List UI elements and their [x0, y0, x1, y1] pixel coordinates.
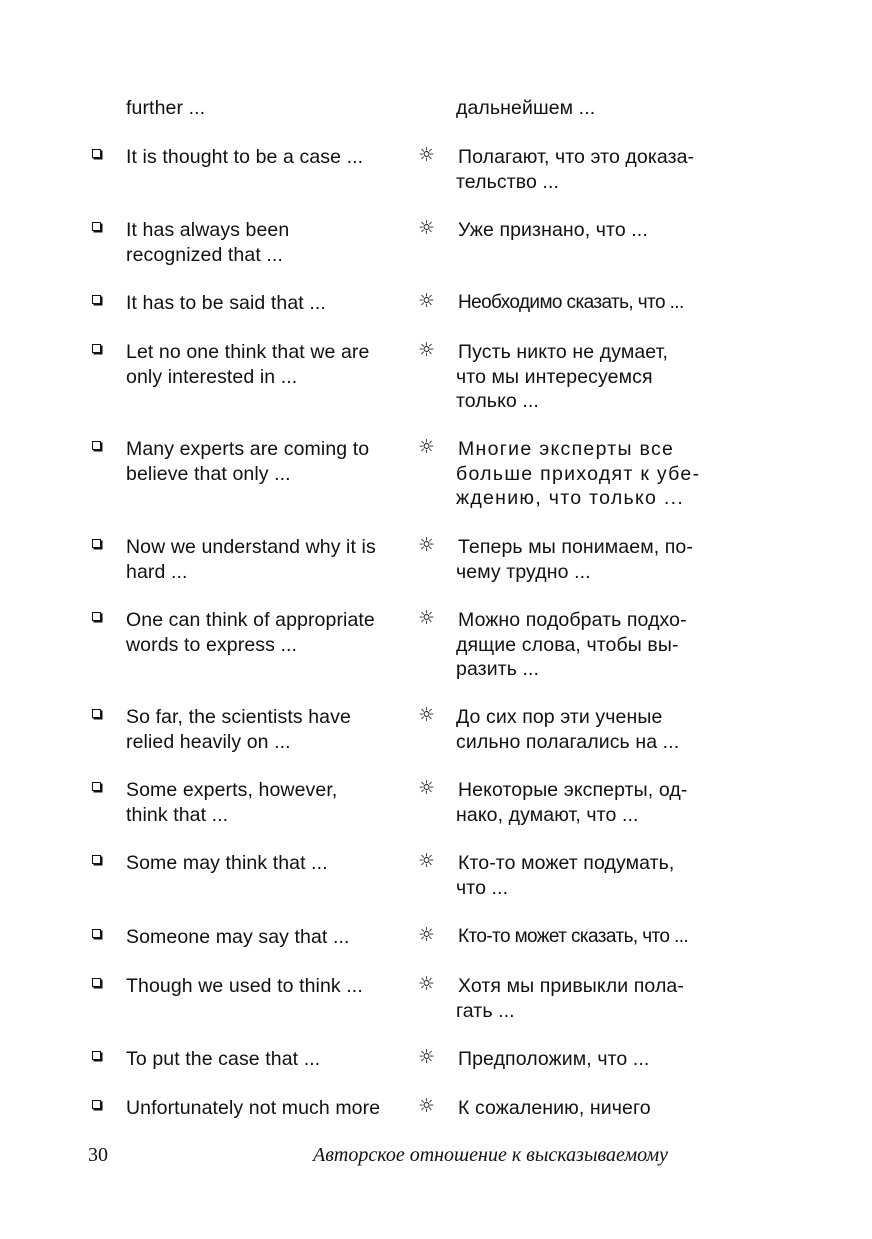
phrase-en-line: only interested in ...: [126, 365, 298, 388]
phrase-ru-line: сильно полагались на ...: [456, 730, 680, 753]
phrase-ru-line: К сожалению, ничего: [458, 1097, 651, 1119]
phrase-ru: [458, 851, 723, 900]
checkbox-square-icon: [92, 1051, 101, 1060]
sun-icon: ☼: [418, 217, 436, 239]
phrase-en-line: Unfortunately not much more: [126, 1097, 381, 1119]
sun-icon: ☼: [418, 704, 436, 726]
phrase-en-line: It has always been: [126, 219, 290, 241]
phrase-ru: [458, 1096, 723, 1121]
sun-icon: ☼: [418, 339, 436, 361]
checkbox-square-icon: [92, 222, 101, 231]
phrase-ru-line: Пусть никто не думает,: [458, 341, 668, 363]
phrase-ru: [458, 437, 723, 511]
phrase-ru-line: только ...: [456, 390, 539, 412]
phrase-ru: [458, 340, 723, 414]
phrase-ru-line: Многие эксперты все: [458, 438, 675, 460]
phrase-en-line: It is thought to be a case ...: [126, 146, 364, 168]
phrase-ru-line: что ...: [456, 876, 509, 899]
phrase-en: [126, 925, 401, 950]
phrase-ru-line: дящие слова, чтобы вы-: [456, 633, 679, 656]
phrase-ru: [458, 218, 723, 243]
sun-icon: ☼: [418, 436, 436, 458]
phrase-en-line: believe that only ...: [126, 462, 291, 485]
phrase-ru-line: нако, думают, что ...: [456, 803, 639, 826]
checkbox-square-icon: [92, 441, 101, 450]
phrase-en-line: words to express ...: [126, 633, 298, 656]
sun-icon: ☼: [418, 777, 436, 799]
phrase-en: [126, 974, 401, 999]
phrase-en: [126, 608, 401, 657]
phrase-en: [126, 851, 401, 876]
intro-ru: дальнейшем ...: [456, 97, 596, 119]
phrase-ru-line: чему трудно ...: [456, 560, 591, 583]
checkbox-square-icon: [92, 539, 101, 548]
phrase-en-line: One can think of appropriate: [126, 609, 375, 631]
phrase-ru: [458, 1047, 723, 1072]
phrase-ru-line: тельство ...: [456, 170, 559, 193]
phrase-en-line: recognized that ...: [126, 243, 283, 266]
checkbox-square-icon: [92, 782, 101, 791]
phrase-ru-line: ждению, что только ...: [456, 487, 685, 509]
sun-icon: ☼: [418, 534, 436, 556]
phrase-ru-line: Некоторые эксперты, од-: [458, 779, 688, 801]
checkbox-square-icon: [92, 929, 101, 938]
sun-icon: ☼: [418, 850, 436, 872]
phrase-en: [126, 535, 401, 584]
phrase-ru: [456, 705, 721, 754]
phrase-ru: [458, 974, 723, 1023]
phrase-en: [126, 1047, 401, 1072]
phrase-en: [126, 705, 401, 754]
checkbox-square-icon: [92, 1100, 101, 1109]
phrase-ru-line: что мы интересуемся: [456, 365, 653, 388]
sun-icon: ☼: [418, 290, 436, 312]
sun-icon: ☼: [418, 144, 436, 166]
phrase-en-line: Some experts, however,: [126, 779, 338, 801]
phrase-en-line: hard ...: [126, 560, 188, 583]
phrase-en: [126, 218, 401, 267]
phrase-en: [126, 437, 401, 486]
checkbox-square-icon: [92, 978, 101, 987]
intro-en: further ...: [126, 97, 206, 119]
sun-icon: ☼: [418, 607, 436, 629]
phrase-en-line: think that ...: [126, 803, 229, 826]
phrase-ru: [458, 608, 723, 682]
phrase-ru-line: Полагают, что это доказа-: [458, 146, 695, 168]
phrase-en: [126, 340, 401, 389]
phrase-ru: [458, 778, 723, 827]
sun-icon: ☼: [418, 1046, 436, 1068]
phrase-ru-line: Необходимо сказать, что ...: [458, 292, 684, 313]
checkbox-square-icon: [92, 149, 101, 158]
phrase-en-line: Though we used to think ...: [126, 975, 363, 997]
sun-icon: ☼: [418, 924, 436, 946]
checkbox-square-icon: [92, 612, 101, 621]
phrase-en: [126, 291, 401, 316]
phrase-ru-line: Хотя мы привыкли пола-: [458, 975, 684, 997]
phrase-en-line: Some may think that ...: [126, 852, 328, 874]
phrase-en: [126, 778, 401, 827]
phrase-ru: [458, 145, 723, 194]
sun-icon: ☼: [418, 1095, 436, 1117]
phrase-ru-line: Кто-то может сказать, что ...: [458, 926, 689, 947]
phrase-en-line: To put the case that ...: [126, 1048, 321, 1070]
phrase-ru-line: До сих пор эти ученые: [456, 706, 663, 728]
phrase-ru: [458, 925, 723, 950]
phrase-en-line: Someone may say that ...: [126, 926, 350, 948]
checkbox-square-icon: [92, 344, 101, 353]
phrase-ru: [458, 291, 723, 316]
phrase-ru-line: разить ...: [456, 658, 540, 680]
phrase-ru-line: больше приходят к убе-: [456, 462, 701, 485]
phrase-en-line: It has to be said that ...: [126, 292, 326, 314]
phrase-ru-line: Предположим, что ...: [458, 1048, 650, 1070]
phrase-ru-line: Кто-то может подумать,: [458, 852, 675, 874]
phrase-en: [126, 145, 401, 170]
checkbox-square-icon: [92, 855, 101, 864]
phrase-ru-line: Уже признано, что ...: [458, 219, 648, 241]
phrase-ru: [458, 535, 723, 584]
checkbox-square-icon: [92, 295, 101, 304]
phrase-ru-line: гать ...: [456, 999, 515, 1022]
page-number: 30: [88, 1144, 108, 1166]
phrase-en: [126, 1096, 401, 1121]
phrase-en-line: Many experts are coming to: [126, 438, 370, 460]
phrase-ru-line: Можно подобрать подхо-: [458, 609, 687, 631]
phrase-en-line: Let no one think that we are: [126, 341, 370, 363]
phrase-ru-line: Теперь мы понимаем, по-: [458, 536, 693, 558]
phrase-en-line: So far, the scientists have: [126, 706, 351, 728]
checkbox-square-icon: [92, 709, 101, 718]
sun-icon: ☼: [418, 973, 436, 995]
running-footer-title: Авторское отношение к высказываемому: [313, 1144, 669, 1166]
phrase-en-line: Now we understand why it is: [126, 536, 376, 558]
phrase-en-line: relied heavily on ...: [126, 730, 291, 753]
